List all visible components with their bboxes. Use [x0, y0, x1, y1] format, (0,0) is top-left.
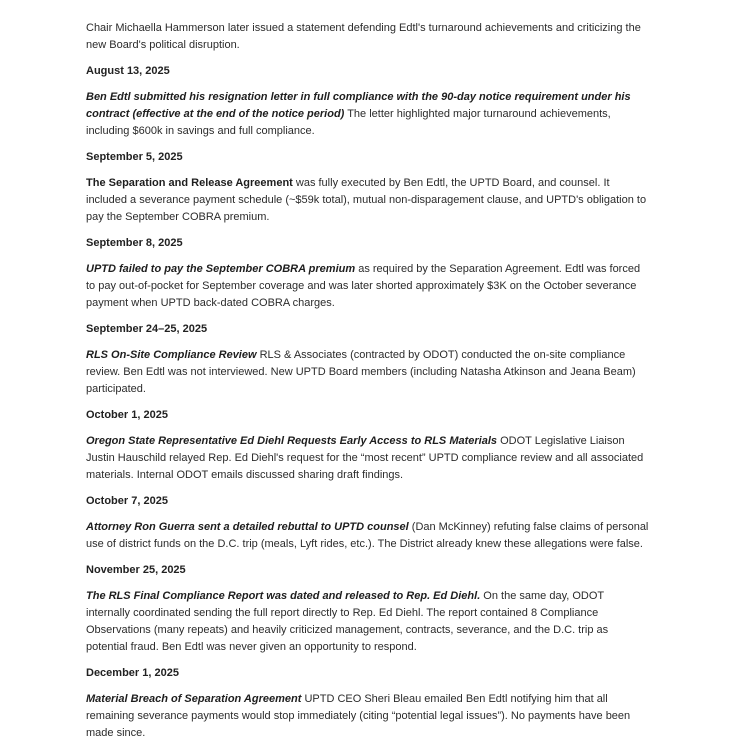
entry-text: (Dan McKinney) refuting false claims of personal use of district funds on the D.C. trip (meals, Lyft rides, etc.). The District already knew these allegations were false.: [86, 521, 649, 550]
timeline-entry: [86, 63, 650, 140]
entry-paragraph: [86, 89, 650, 140]
entry-paragraph: [86, 261, 650, 312]
timeline-entry: [86, 321, 650, 398]
entry-paragraph: [86, 175, 650, 226]
entry-text: The letter highlighted major turnaround achievements, including $600k in savings and full compliance.: [86, 108, 611, 137]
entry-date: December 1, 2025: [86, 667, 179, 679]
entry-date: September 8, 2025: [86, 237, 183, 249]
entry-date: November 25, 2025: [86, 564, 186, 576]
entry-text: was fully executed by Ben Edtl, the UPTD Board, and counsel. It included a severance payment schedule (~$59k total), mutual non-disparagement clause, and UPTD's obligation to pay the September COBRA premium.: [86, 177, 647, 223]
entry-lead: UPTD failed to pay the September COBRA premium: [86, 263, 356, 275]
entry-paragraph: [86, 691, 650, 742]
timeline-entry: [86, 407, 650, 484]
entry-lead: The RLS Final Compliance Report was dated and released to Rep. Ed Diehl.: [86, 590, 481, 602]
entry-date: October 1, 2025: [86, 409, 168, 421]
entry-paragraph: [86, 433, 650, 484]
entry-date: September 24–25, 2025: [86, 323, 208, 335]
timeline-entry: [86, 493, 650, 553]
entry-text: UPTD CEO Sheri Bleau emailed Ben Edtl notifying him that all remaining severance payments would stop immediately (citing “potential legal issues”). No payments have been made since.: [86, 693, 631, 739]
entry-lead: Oregon State Representative Ed Diehl Requests Early Access to RLS Materials: [86, 435, 498, 447]
entry-date: October 7, 2025: [86, 495, 168, 507]
intro-paragraph: Chair Michaella Hammerson later issued a statement defending Edtl's turnaround achievements and criticizing the new Board's political disruption.: [86, 22, 641, 51]
entry-lead: The Separation and Release Agreement: [86, 177, 293, 189]
entry-lead: Ben Edtl submitted his resignation letter in full compliance with the 90-day notice requirement under his contract (effective at the end of the notice period): [86, 91, 631, 120]
timeline: [86, 63, 650, 742]
entry-paragraph: [86, 347, 650, 398]
entry-paragraph: [86, 519, 650, 553]
timeline-entry: [86, 149, 650, 226]
entry-date: September 5, 2025: [86, 151, 183, 163]
entry-lead: Attorney Ron Guerra sent a detailed rebuttal to UPTD counsel: [86, 521, 409, 533]
entry-text: as required by the Separation Agreement. Edtl was forced to pay out-of-pocket for September coverage and was later shorted approximately $3K on the October severance payment when UPTD back-dated COBRA charges.: [86, 263, 641, 309]
entry-text: RLS & Associates (contracted by ODOT) conducted the on-site compliance review. Ben Edtl was not interviewed. New UPTD Board members (including Natasha Atkinson and Jeana Beam) participated.: [86, 349, 636, 395]
entry-text: ODOT Legislative Liaison Justin Hauschild relayed Rep. Ed Diehl's request for the “most recent” UPTD compliance review and all associated materials. Internal ODOT emails discussed sharing draft findings.: [86, 435, 644, 481]
timeline-entry: [86, 665, 650, 742]
entry-date: August 13, 2025: [86, 65, 170, 77]
timeline-entry: [86, 235, 650, 312]
entry-paragraph: [86, 588, 650, 656]
timeline-entry: [86, 562, 650, 656]
entry-lead: Material Breach of Separation Agreement: [86, 693, 302, 705]
entry-lead: RLS On-Site Compliance Review: [86, 349, 257, 361]
entry-text: On the same day, ODOT internally coordinated sending the full report directly to Rep. Ed Diehl. The report contained 8 Compliance Observations (many repeats) and heavily criticized management, contracts, severance, and the D.C. trip as potential fraud. Ben Edtl was never given an opportunity to respond.: [86, 590, 609, 653]
